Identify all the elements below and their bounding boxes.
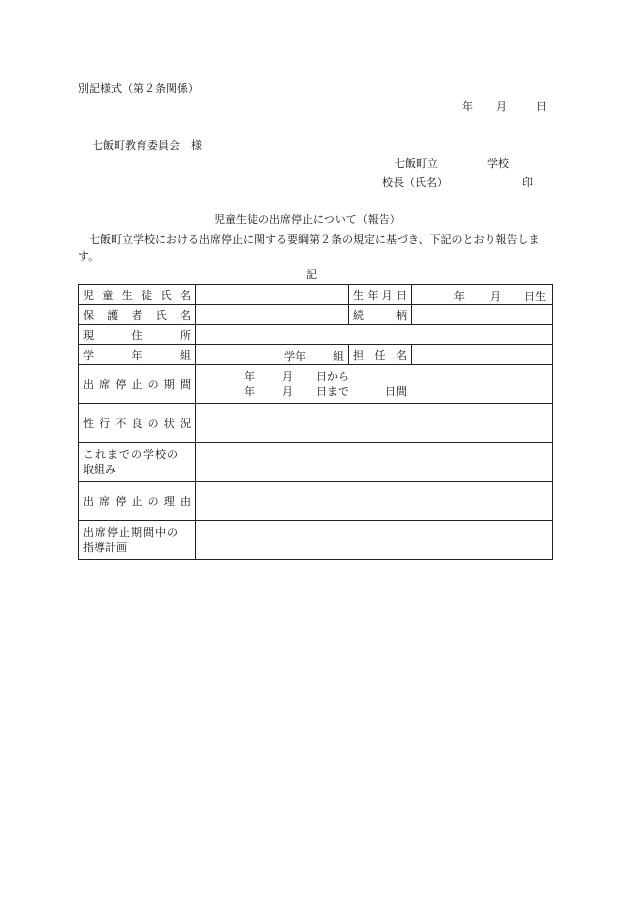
behavior-field[interactable] (196, 404, 553, 443)
reason-field[interactable] (196, 482, 553, 521)
birth-date-label: 生 年 月 日 (349, 285, 412, 305)
report-title: 児童生徒の出席停止について（報告） (214, 213, 401, 226)
row-student (79, 285, 553, 305)
school-suffix: 学校 (487, 157, 509, 170)
row-address (79, 325, 553, 345)
grade-class-field[interactable]: 学年 組 (196, 345, 349, 365)
efforts-field[interactable] (196, 443, 553, 482)
school-prefix: 七飯町立 (394, 157, 438, 170)
row-behavior (79, 404, 553, 443)
behavior-label: 性 行 不 良 の 状 況 (79, 404, 196, 443)
homeroom-field[interactable] (412, 345, 553, 365)
row-period (79, 365, 553, 404)
guidance-plan-field[interactable] (196, 521, 553, 560)
addressee: 七飯町教育委員会 様 (92, 139, 202, 152)
row-plan (79, 521, 553, 560)
grade-class-label: 学 年 組 (79, 345, 196, 365)
row-grade (79, 345, 553, 365)
guardian-name-label: 保 護 者 氏 名 (79, 305, 196, 325)
row-efforts (79, 443, 553, 482)
row-guardian (79, 305, 553, 325)
student-name-label: 児 童 生 徒 氏 名 (79, 285, 196, 305)
relation-label: 続 柄 (349, 305, 412, 325)
address-label: 現 住 所 (79, 325, 196, 345)
period-label: 出 席 停 止 の 期 間 (79, 365, 196, 404)
report-table (78, 284, 553, 560)
student-name-field[interactable] (196, 285, 349, 305)
relation-field[interactable] (412, 305, 553, 325)
efforts-label: これまでの学校の 取組み (79, 443, 196, 482)
address-field[interactable] (196, 325, 553, 345)
date-year: 年 (462, 100, 473, 113)
birth-date-field[interactable]: 年 月 日生 (412, 285, 553, 305)
guidance-plan-label: 出席停止期間中の 指導計画 (79, 521, 196, 560)
homeroom-label: 担 任 名 (349, 345, 412, 365)
reason-label: 出 席 停 止 の 理 由 (79, 482, 196, 521)
ki-heading: 記 (306, 268, 317, 281)
period-field[interactable]: 年 月 日から 年 月 日まで 日間 (196, 365, 553, 404)
row-reason (79, 482, 553, 521)
date-day: 日 (536, 100, 547, 113)
date-month: 月 (496, 100, 507, 113)
principal-label: 校長（氏名） (382, 176, 448, 189)
guardian-name-field[interactable] (196, 305, 349, 325)
body-text: 七飯町立学校における出席停止に関する要綱第２条の規定に基づき、下記のとおり報告します。 (78, 233, 540, 263)
form-label: 別記様式（第２条関係） (78, 82, 199, 95)
seal-mark: 印 (522, 176, 533, 189)
